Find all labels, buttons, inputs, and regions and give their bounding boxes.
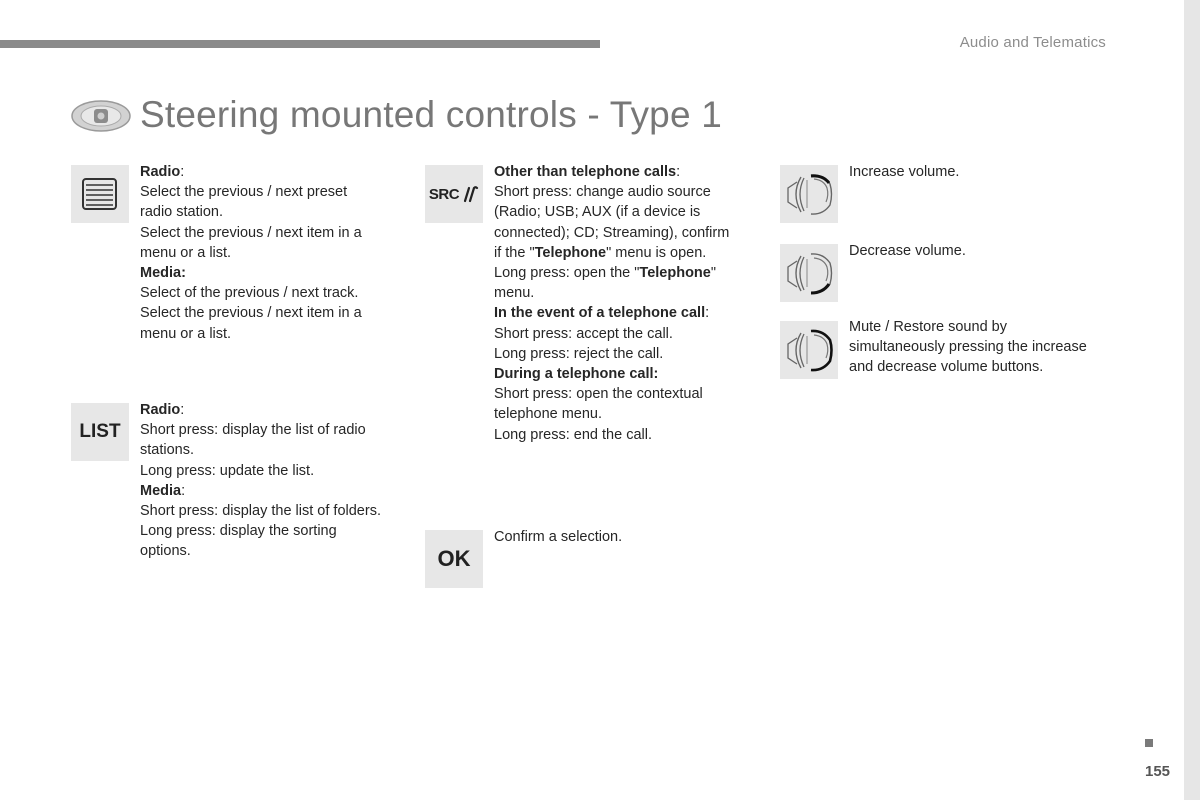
radio-heading: Radio	[140, 164, 181, 180]
text-line: menu.	[494, 285, 535, 302]
ok-button	[425, 530, 483, 588]
list-button-label: LIST	[79, 421, 121, 442]
text-line: Short press: display the list of folders.	[140, 503, 381, 520]
ok-button-description	[494, 527, 622, 547]
ok-button-label: OK	[437, 546, 471, 571]
text-part: " menu is open.	[606, 244, 707, 261]
text-line: Decrease volume.	[849, 243, 966, 259]
text-line: Long press: reject the call.	[494, 345, 664, 362]
mute-icon	[783, 324, 835, 376]
text-line: Confirm a selection.	[494, 529, 623, 545]
media-colon: :	[181, 482, 186, 499]
text-line: Long press: update the list.	[140, 462, 315, 479]
radio-media-scroll-description	[140, 162, 362, 344]
text-line: Short press: open the contextual	[494, 386, 703, 403]
text-line: Short press: accept the call.	[494, 325, 673, 342]
text-part: "	[710, 265, 717, 282]
text-line: Select the previous / next item in a	[140, 224, 362, 241]
text-line: Short press: change audio source	[494, 184, 711, 201]
radio-colon: :	[180, 402, 185, 418]
subheading: Other than telephone calls	[494, 164, 677, 180]
radio-colon: :	[180, 164, 185, 180]
text-line: Long press: end the call.	[494, 426, 652, 443]
text-part: Long press: open the "	[494, 265, 640, 282]
subheading: In the event of a telephone call	[494, 305, 706, 322]
end-marker	[1145, 739, 1153, 747]
telephone-menu-label: Telephone	[534, 244, 607, 261]
volume-down-description	[849, 241, 966, 261]
volume-up-description	[849, 162, 959, 182]
src-telephone-button	[425, 165, 483, 223]
media-heading: Media	[140, 482, 182, 499]
text-line: (Radio; USB; AUX (if a device is	[494, 204, 701, 221]
text-line: simultaneously pressing the increase	[849, 339, 1087, 356]
radio-heading: Radio	[140, 402, 181, 418]
scroll-wheel-icon	[80, 176, 120, 212]
preset-scroll-button	[71, 165, 129, 223]
text-line: Select the previous / next preset	[140, 184, 348, 201]
text-line: options.	[140, 543, 191, 560]
steering-wheel-icon	[70, 98, 132, 134]
colon: :	[705, 305, 710, 322]
section-label: Audio and Telematics	[959, 34, 1106, 51]
text-line: Select of the previous / next track.	[140, 285, 359, 302]
mute-button	[780, 321, 838, 379]
src-button-label: SRC	[428, 185, 460, 203]
text-line: Short press: display the list of radio	[140, 422, 366, 439]
list-button	[71, 403, 129, 461]
phone-icon	[461, 185, 479, 203]
subheading: During a telephone call:	[494, 366, 659, 383]
text-part: if the "	[494, 244, 535, 261]
volume-down-icon	[783, 247, 835, 299]
src-button-description	[494, 162, 729, 445]
list-button-description	[140, 400, 381, 562]
text-line: Mute / Restore sound by	[849, 319, 1007, 335]
text-line: Long press: display the sorting	[140, 523, 337, 540]
colon: :	[676, 164, 681, 180]
page-number: 155	[1145, 763, 1171, 780]
telephone-menu-label: Telephone	[639, 265, 711, 282]
page-edge-strip	[1184, 0, 1200, 800]
header-bar	[0, 40, 600, 48]
text-line: and decrease volume buttons.	[849, 359, 1044, 376]
media-heading: Media:	[140, 265, 186, 282]
text-line: menu or a list.	[140, 244, 232, 261]
page-title: Steering mounted controls - Type 1	[140, 94, 722, 135]
volume-down-button	[780, 244, 838, 302]
text-line: Select the previous / next item in a	[140, 305, 362, 322]
text-line: Increase volume.	[849, 164, 960, 180]
text-line: radio station.	[140, 204, 224, 221]
text-line: telephone menu.	[494, 406, 603, 423]
volume-up-button	[780, 165, 838, 223]
text-line: menu or a list.	[140, 325, 232, 342]
volume-up-icon	[783, 168, 835, 220]
text-line: stations.	[140, 442, 194, 459]
text-line: connected); CD; Streaming), confirm	[494, 224, 730, 241]
mute-description	[849, 317, 1087, 378]
